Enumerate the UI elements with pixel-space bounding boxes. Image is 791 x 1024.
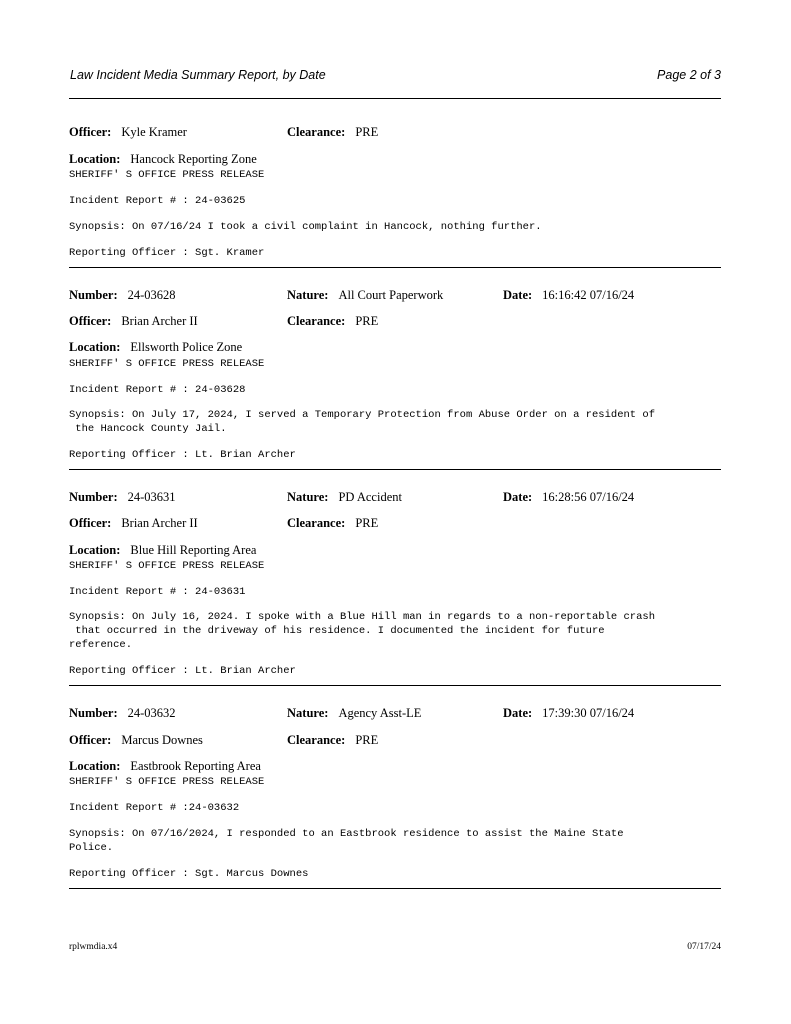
incident-location: Location: Blue Hill Reporting Area [69, 543, 257, 557]
incident-synopsis: Synopsis: On 07/16/24 I took a civil complaint in Hancock, nothing further. [69, 221, 542, 233]
reporting-officer: Reporting Officer : Sgt. Kramer [69, 247, 265, 259]
header-rule [69, 98, 721, 99]
incident-divider [69, 469, 721, 470]
incident-number: Number: 24-03631 [69, 490, 176, 504]
incident-location: Location: Hancock Reporting Zone [69, 152, 257, 166]
press-release-line: SHERIFF' S OFFICE PRESS RELEASE [69, 560, 265, 572]
reporting-officer: Reporting Officer : Lt. Brian Archer [69, 449, 296, 461]
incident-number: Number: 24-03632 [69, 706, 176, 720]
press-release-line: SHERIFF' S OFFICE PRESS RELEASE [69, 776, 265, 788]
incident-officer: Officer: Kyle Kramer [69, 125, 187, 139]
incident-report-number: Incident Report # : 24-03628 [69, 384, 246, 396]
incident-clearance: Clearance: PRE [287, 516, 379, 530]
incident-synopsis: Synopsis: On 07/16/2024, I responded to an Eastbrook residence to assist the Maine State Police. [69, 828, 624, 854]
reporting-officer: Reporting Officer : Sgt. Marcus Downes [69, 868, 309, 880]
incident-nature: Nature: Agency Asst-LE [287, 706, 422, 720]
incident-report-number: Incident Report # : 24-03625 [69, 195, 246, 207]
incident-clearance: Clearance: PRE [287, 314, 379, 328]
incident-location: Location: Ellsworth Police Zone [69, 340, 243, 354]
incident-report-number: Incident Report # : 24-03631 [69, 586, 246, 598]
incident-nature: Nature: All Court Paperwork [287, 288, 444, 302]
press-release-line: SHERIFF' S OFFICE PRESS RELEASE [69, 169, 265, 181]
incident-clearance: Clearance: PRE [287, 125, 379, 139]
incident-number: Number: 24-03628 [69, 288, 176, 302]
reporting-officer: Reporting Officer : Lt. Brian Archer [69, 665, 296, 677]
footer-date: 07/17/24 [687, 942, 721, 952]
report-title: Law Incident Media Summary Report, by Date [70, 68, 326, 82]
incident-date: Date: 16:28:56 07/16/24 [503, 490, 635, 504]
incident-date: Date: 16:16:42 07/16/24 [503, 288, 635, 302]
incident-divider [69, 685, 721, 686]
incident-synopsis: Synopsis: On July 16, 2024. I spoke with a Blue Hill man in regards to a non-reportable crash that occurred in the driveway of his residence. I documented the incident for future reference. [69, 611, 655, 651]
incident-clearance: Clearance: PRE [287, 733, 379, 747]
press-release-line: SHERIFF' S OFFICE PRESS RELEASE [69, 358, 265, 370]
incident-officer: Officer: Brian Archer II [69, 314, 198, 328]
incident-date: Date: 17:39:30 07/16/24 [503, 706, 635, 720]
incident-nature: Nature: PD Accident [287, 490, 402, 504]
incident-divider [69, 267, 721, 268]
page-number: Page 2 of 3 [657, 68, 721, 82]
incident-synopsis: Synopsis: On July 17, 2024, I served a Temporary Protection from Abuse Order on a resident of the Hancock County Jail. [69, 409, 655, 435]
incident-officer: Officer: Brian Archer II [69, 516, 198, 530]
footer-filename: rplwmdia.x4 [69, 942, 118, 952]
incident-officer: Officer: Marcus Downes [69, 733, 203, 747]
incident-divider [69, 888, 721, 889]
incident-report-number: Incident Report # :24-03632 [69, 802, 240, 814]
incident-location: Location: Eastbrook Reporting Area [69, 759, 261, 773]
